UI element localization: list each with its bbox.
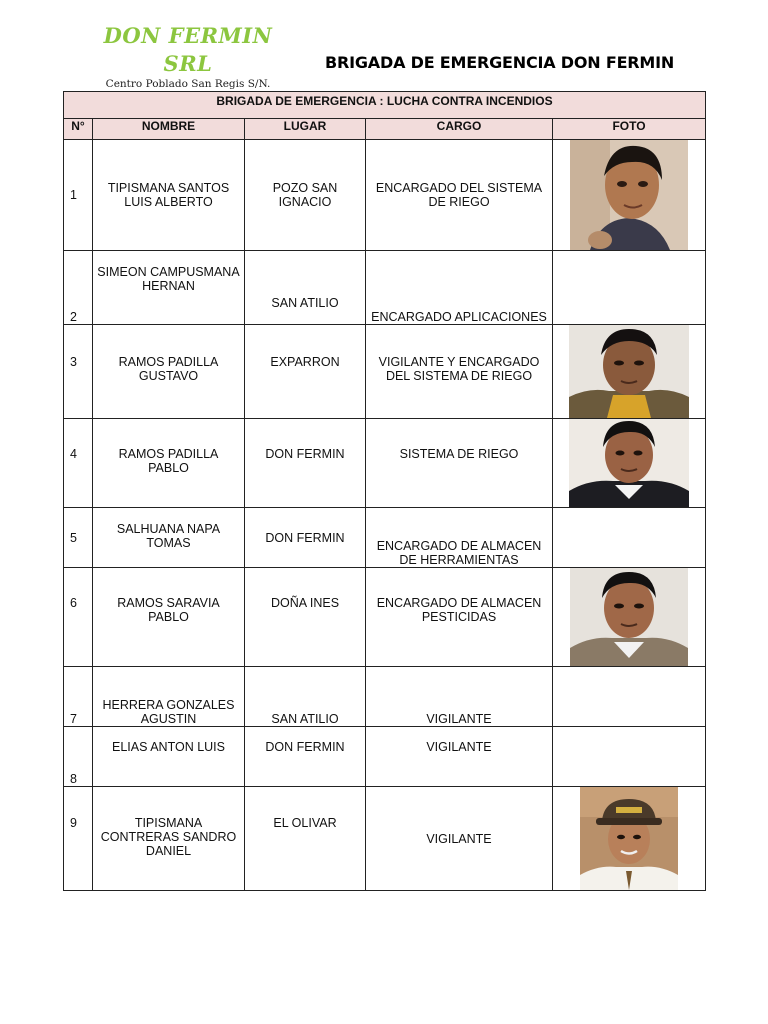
col-header-cargo: CARGO <box>366 119 553 140</box>
row-number: 4 <box>64 419 93 508</box>
row-number: 6 <box>64 568 93 667</box>
table-row <box>64 568 706 667</box>
table-row <box>64 787 706 891</box>
row-number: 5 <box>64 508 93 568</box>
table-header-row <box>64 119 706 140</box>
row-foto <box>553 419 706 508</box>
row-cargo: VIGILANTE Y ENCARGADO DEL SISTEMA DE RIEGO <box>366 325 553 419</box>
person-photo <box>570 568 688 666</box>
row-number: 3 <box>64 325 93 419</box>
row-cargo: ENCARGADO DE ALMACEN DE HERRAMIENTAS <box>366 508 553 568</box>
row-cargo: SISTEMA DE RIEGO <box>366 419 553 508</box>
person-photo <box>570 140 688 250</box>
brigade-table <box>63 91 706 891</box>
row-nombre: SALHUANA NAPA TOMAS <box>93 508 245 568</box>
person-photo <box>569 325 689 418</box>
col-header-foto: FOTO <box>553 119 706 140</box>
row-lugar: DON FERMIN <box>245 419 366 508</box>
row-nombre: HERRERA GONZALES AGUSTIN <box>93 667 245 727</box>
row-lugar: SAN ATILIO <box>245 251 366 325</box>
row-foto <box>553 568 706 667</box>
row-lugar: DOÑA INES <box>245 568 366 667</box>
row-nombre: TIPISMANA SANTOS LUIS ALBERTO <box>93 140 245 251</box>
row-foto-empty <box>553 251 706 325</box>
row-number: 9 <box>64 787 93 891</box>
row-foto <box>553 787 706 891</box>
row-lugar: DON FERMIN <box>245 727 366 787</box>
row-cargo: ENCARGADO APLICACIONES <box>366 251 553 325</box>
row-lugar: POZO SAN IGNACIO <box>245 140 366 251</box>
table-row <box>64 325 706 419</box>
row-nombre: TIPISMANA CONTRERAS SANDRO DANIEL <box>93 787 245 891</box>
col-header-lugar: LUGAR <box>245 119 366 140</box>
row-lugar: EL OLIVAR <box>245 787 366 891</box>
row-cargo: VIGILANTE <box>366 727 553 787</box>
table-row <box>64 140 706 251</box>
row-foto <box>553 140 706 251</box>
col-header-num: N° <box>64 119 93 140</box>
row-cargo: ENCARGADO DE ALMACEN PESTICIDAS <box>366 568 553 667</box>
row-nombre: ELIAS ANTON LUIS <box>93 727 245 787</box>
row-foto-empty <box>553 508 706 568</box>
row-cargo: VIGILANTE <box>366 667 553 727</box>
row-foto-empty <box>553 727 706 787</box>
table-row <box>64 667 706 727</box>
row-lugar: DON FERMIN <box>245 508 366 568</box>
row-nombre: SIMEON CAMPUSMANA HERNAN <box>93 251 245 325</box>
table-row <box>64 727 706 787</box>
table-banner: BRIGADA DE EMERGENCIA : LUCHA CONTRA INCENDIOS <box>64 92 706 119</box>
col-header-nombre: NOMBRE <box>93 119 245 140</box>
document-title: BRIGADA DE EMERGENCIA DON FERMIN <box>325 53 675 72</box>
row-lugar: SAN ATILIO <box>245 667 366 727</box>
row-number: 2 <box>64 251 93 325</box>
row-foto-empty <box>553 667 706 727</box>
row-nombre: RAMOS PADILLA GUSTAVO <box>93 325 245 419</box>
row-number: 7 <box>64 667 93 727</box>
person-photo <box>580 787 678 890</box>
row-lugar: EXPARRON <box>245 325 366 419</box>
company-name: DON FERMIN SRL <box>103 23 273 76</box>
table-banner-row <box>64 92 706 119</box>
row-cargo: VIGILANTE <box>366 787 553 891</box>
person-photo <box>569 419 689 507</box>
table-row <box>64 419 706 508</box>
table-row <box>64 251 706 325</box>
row-nombre: RAMOS PADILLA PABLO <box>93 419 245 508</box>
row-number: 1 <box>64 140 93 251</box>
row-foto <box>553 325 706 419</box>
company-address-line1: Centro Poblado San Regis S/N. <box>105 78 271 90</box>
row-number: 8 <box>64 727 93 787</box>
row-cargo: ENCARGADO DEL SISTEMA DE RIEGO <box>366 140 553 251</box>
row-nombre: RAMOS SARAVIA PABLO <box>93 568 245 667</box>
table-row <box>64 508 706 568</box>
